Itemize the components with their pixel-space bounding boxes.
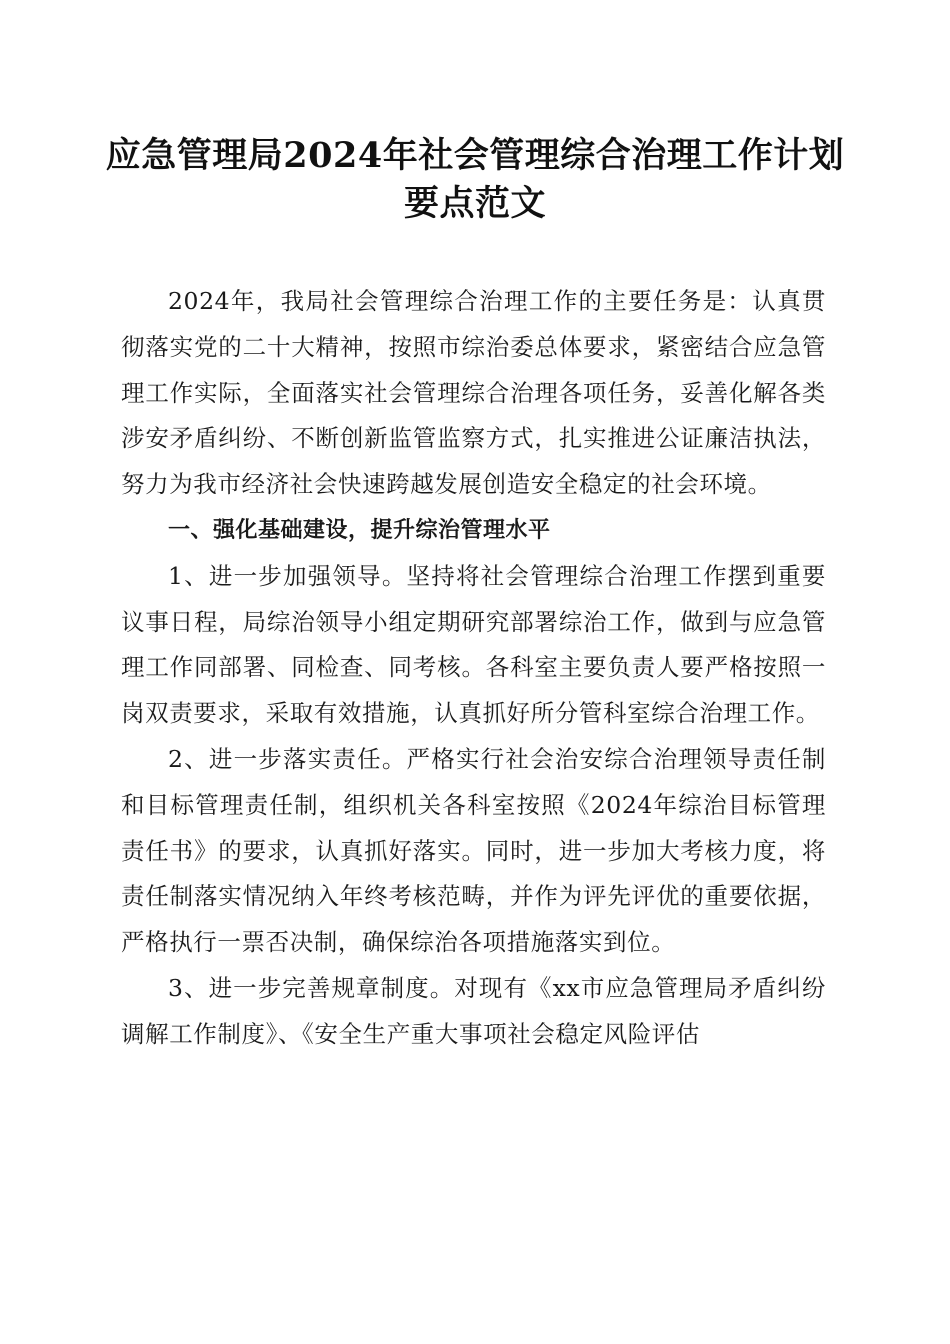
item-paragraph-2: 2、进一步落实责任。严格实行社会治安综合治理领导责任制和目标管理责任制，组织机关各科室按照《2024年综治目标管理责任书》的要求，认真抓好落实。同时，进一步加大考核力度，将责任制落实情况纳入年终考核范畴，并作为评先评优的重要依据，严格执行一票否决制，确保综治各项措施落实到位。 bbox=[121, 744, 826, 957]
document-body bbox=[121, 279, 826, 1058]
intro-paragraph: 2024年，我局社会管理综合治理工作的主要任务是：认真贯彻落实党的二十大精神，按照市综治委总体要求，紧密结合应急管理工作实际，全面落实社会管理综合治理各项任务，妥善化解各类涉安矛盾纠纷、不断创新监管监察方式，扎实推进公证廉洁执法，努力为我市经济社会快速跨越发展创造安全稳定的社会环境。 bbox=[121, 287, 826, 499]
item-paragraph-1: 1、进一步加强领导。坚持将社会管理综合治理工作摆到重要议事日程，局综治领导小组定期研究部署综治工作，做到与应急管理工作同部署、同检查、同考核。各科室主要负责人要严格按照一岗双责要求，采取有效措施，认真抓好所分管科室综合治理工作。 bbox=[121, 561, 826, 728]
section-heading: 一、强化基础建设，提升综治管理水平 bbox=[168, 517, 551, 543]
item-paragraph-3: 3、进一步完善规章制度。对现有《xx市应急管理局矛盾纠纷调解工作制度》、《安全生产重大事项社会稳定风险评估 bbox=[121, 973, 826, 1048]
document-title: 应急管理局2024年社会管理综合治理工作计划要点范文 bbox=[105, 135, 845, 224]
